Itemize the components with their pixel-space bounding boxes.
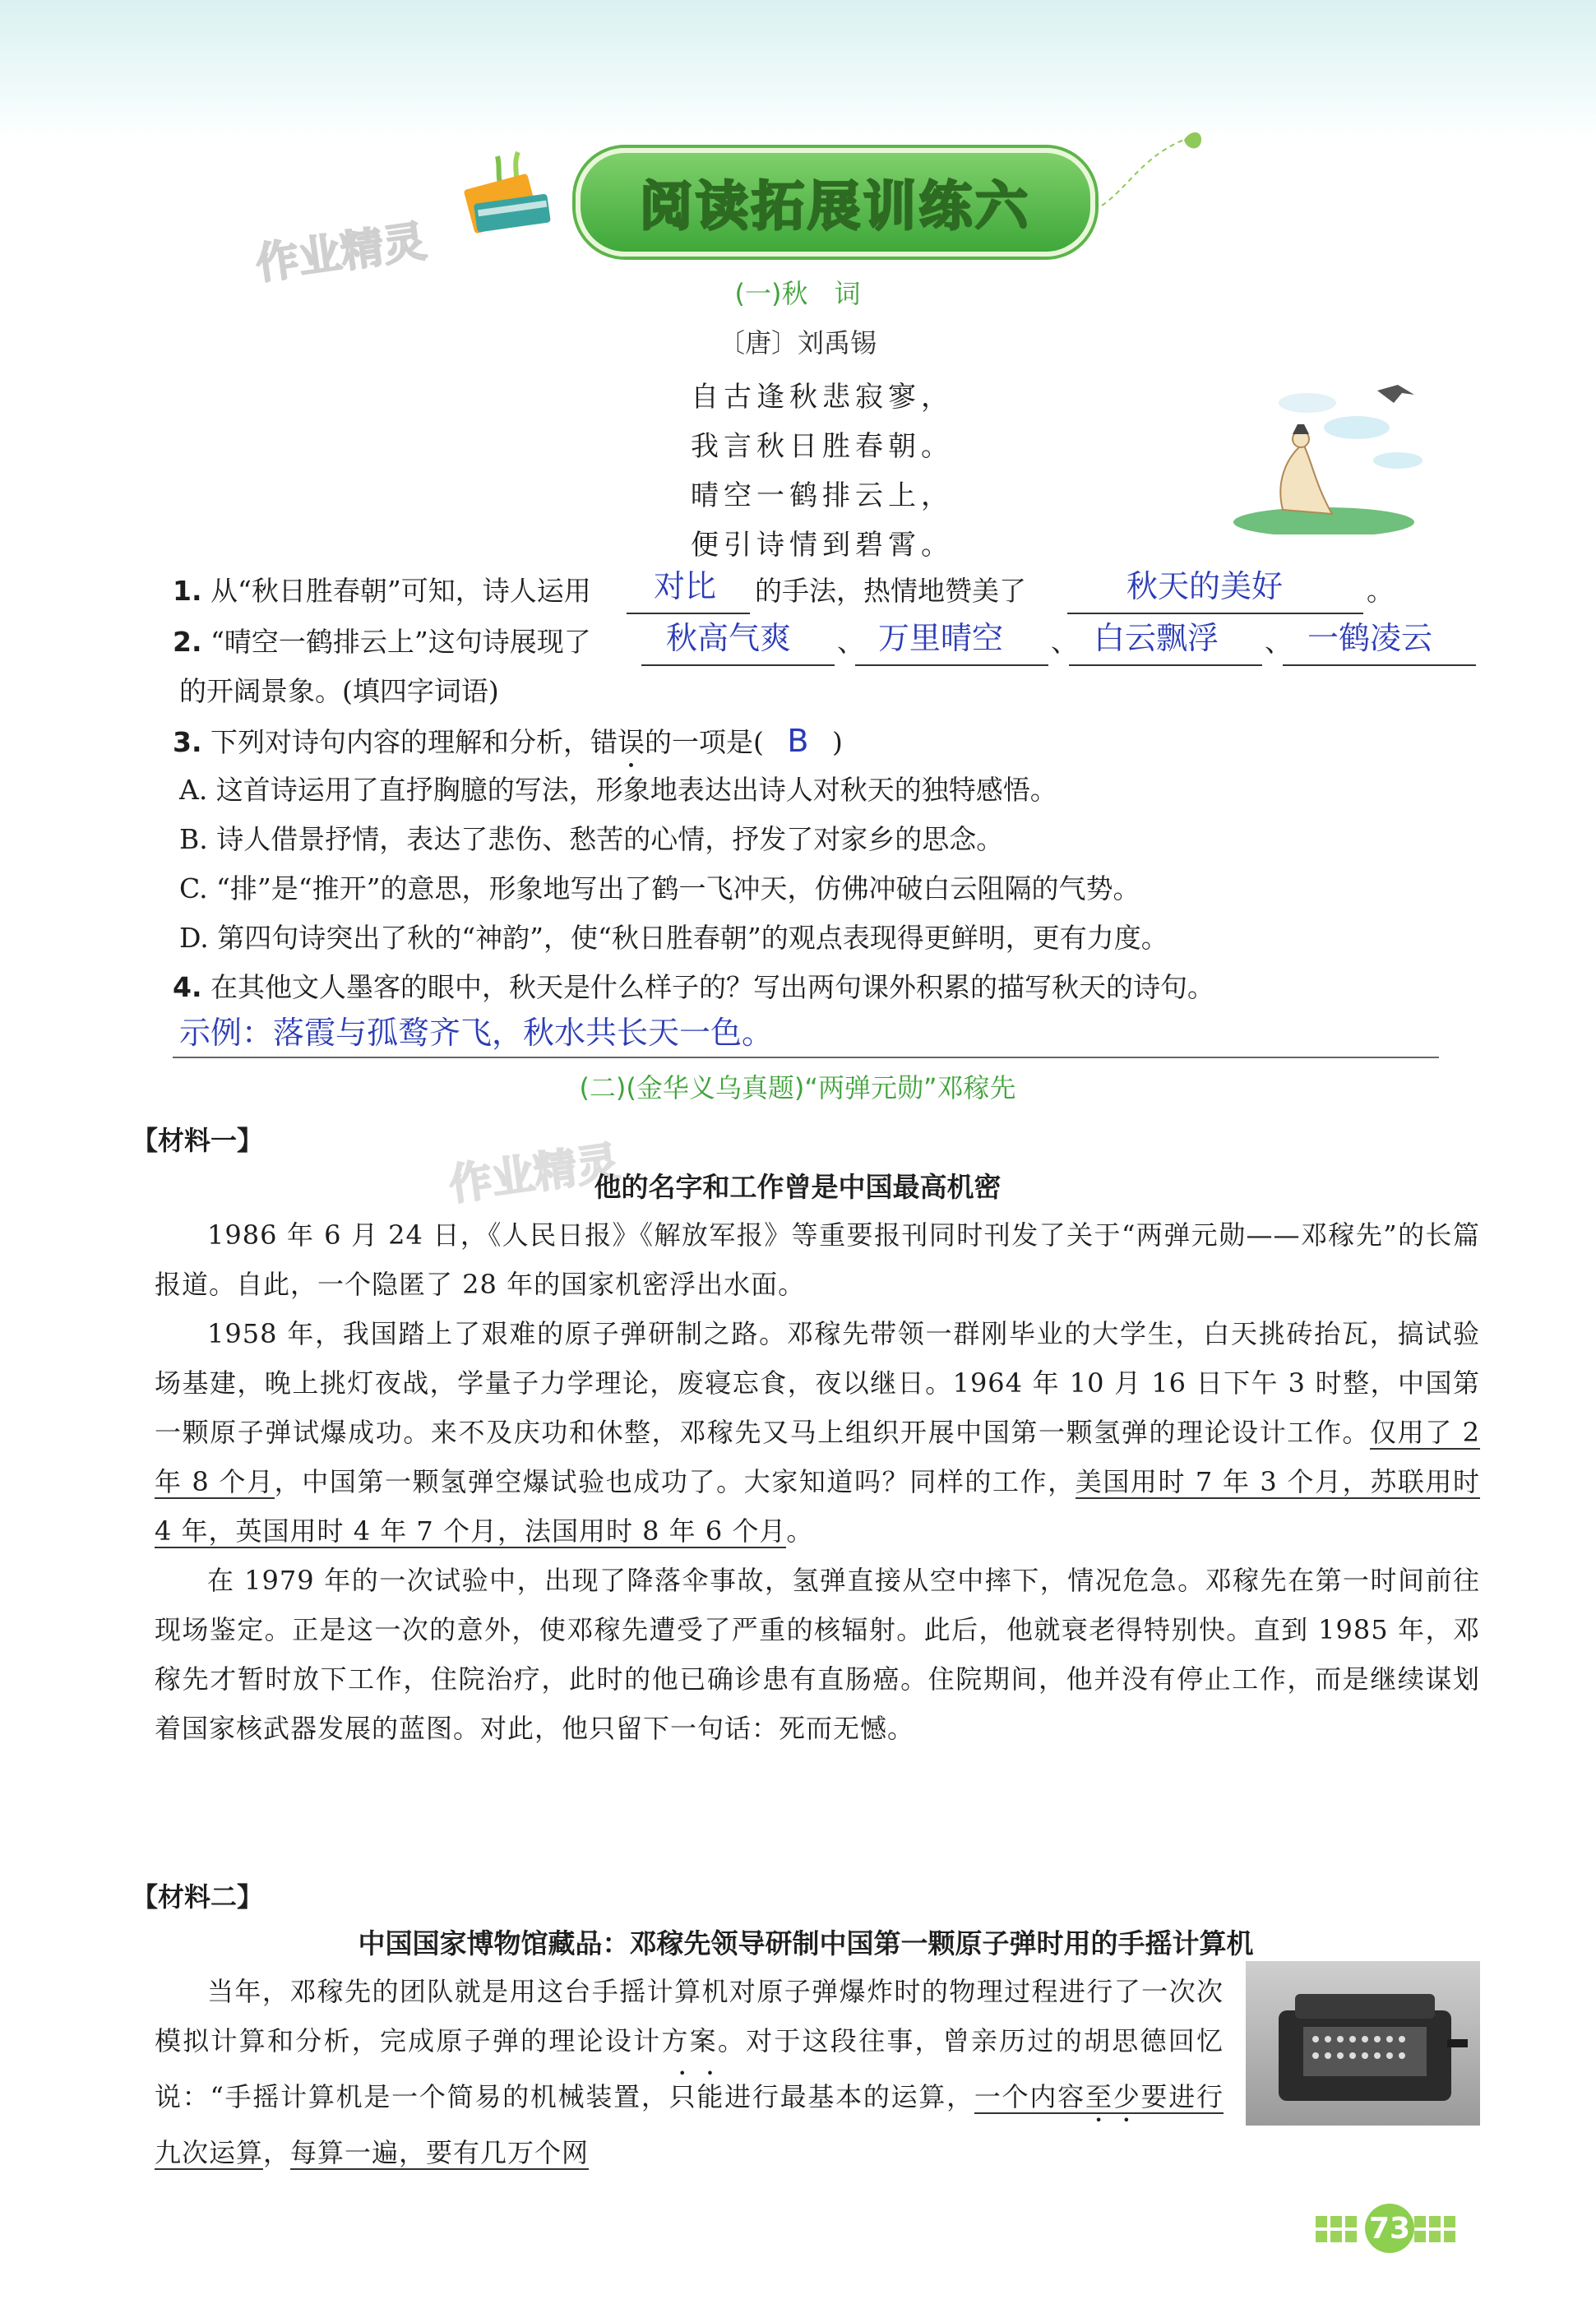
material1-body (155, 1210, 1480, 1753)
book-icon (460, 148, 559, 238)
question-1: 1. 从“秋日胜春朝”可知，诗人运用 (173, 575, 591, 607)
watermark-top: 作业精灵 (252, 216, 429, 290)
poem-line: 我言秋日胜春朝。 (691, 430, 954, 463)
q2-sep: 、 (1051, 626, 1078, 658)
calculator-photo (1246, 1961, 1480, 2126)
q3-option-d: D. 第四句诗突出了秋的“神韵”，使“秋日胜春朝”的观点表现得更鲜明，更有力度。 (179, 922, 1168, 954)
section-divider (173, 1057, 1439, 1058)
q3-answer: B (787, 723, 809, 759)
q2-blank-4[interactable] (1283, 664, 1476, 666)
q2-text-b: 的开阔景象。(填四字词语) (179, 675, 499, 707)
q2-answer-1: 秋高气爽 (666, 620, 792, 656)
question-4: 4. 在其他文人墨客的眼中，秋天是什么样子的？写出两句课外积累的描写秋天的诗句。 (173, 971, 1214, 1003)
page-title: 阅读拓展训练六 (640, 177, 1031, 238)
q3-option-b: B. 诗人借景抒情，表达了悲伤、愁苦的心情，抒发了对家乡的思念。 (179, 823, 1004, 855)
material2-label: 【材料二】 (132, 1881, 264, 1913)
q1-answer-1: 对比 (654, 568, 717, 604)
poem-line: 便引诗情到碧霄。 (691, 529, 954, 562)
q1-text-c: 。 (1367, 575, 1394, 607)
q2-sep: 、 (837, 626, 864, 658)
q1-answer-2: 秋天的美好 (1126, 568, 1284, 604)
q2-sep: 、 (1265, 626, 1292, 658)
question-3: 3. 下列对诗句内容的理解和分析，错误的一项是( B ) (173, 723, 843, 759)
q2-answer-3: 白云飘浮 (1094, 620, 1219, 656)
q1-text-b: 的手法，热情地赞美了 (755, 575, 1026, 607)
paragraph: 1986 年 6 月 24 日，《人民日报》《解放军报》等重要报刊同时刊发了关于“两弹元勋——邓稼先”的长篇报道。自此，一个隐匿了 28 年的国家机密浮出水面。 (155, 1219, 1480, 1300)
question-2: 2. “晴空一鹤排云上”这句诗展现了 (173, 626, 591, 658)
paragraph: 在 1979 年的一次试验中，出现了降落伞事故，氢弹直接从空中摔下，情况危急。邓稼先在第一时间前往现场鉴定。正是这一次的意外，使邓稼先遭受了严重的核辐射。此后，他就衰老得特别快。直到 1985 年，邓稼先才暂时放下工作，住院治疗，此时的他已确诊患有直肠癌。住院期间，他并没有停止工作，而是继续谋划着国家核武器发展的蓝图。对此，他只留下一句话：死而无憾。 (155, 1565, 1480, 1744)
leaf-icon (1094, 123, 1209, 214)
material2-body (155, 1967, 1224, 2177)
q3-option-a: A. 这首诗运用了直抒胸臆的写法，形象地表达出诗人对秋天的独特感悟。 (179, 774, 1057, 806)
material2-title: 中国国家博物馆藏品：邓稼先领导研制中国第一颗原子弹时用的手摇计算机 (358, 1927, 1254, 1959)
q2-blank-1[interactable] (641, 664, 835, 666)
poem (691, 374, 1036, 571)
q4-answer: 示例：落霞与孤鹜齐飞，秋水共长天一色。 (179, 1015, 774, 1051)
header-background (0, 0, 1596, 140)
paragraph: 1958 年，我国踏上了艰难的原子弹研制之路。邓稼先带领一群刚毕业的大学生，白天挑砖抬瓦，搞试验场基建，晚上挑灯夜战，学量子力学理论，废寝忘食，夜以继日。1964 年 10 月 16 日下午 3 时整，中国第一颗原子弹试爆成功。来不及庆功和休整，邓稼先又马上组织开展中国第一颗氢弹的理论设计工作。仅用了 2 年 8 个月，中国第一颗氢弹空爆试验也成功了。大家知道吗？同样的工作，美国用时 7 年 3 个月，苏联用时 4 年，英国用时 4 年 7 个月，法国用时 8 年 6 个月。 (155, 1318, 1480, 1547)
q3-option-c: C. “排”是“推开”的意思，形象地写出了鹤一飞冲天，仿佛冲破白云阻隔的气势。 (179, 872, 1140, 904)
poem-author: 〔唐〕刘禹锡 (718, 327, 877, 359)
q2-answer-2: 万里晴空 (878, 620, 1004, 656)
poem-illustration (1233, 370, 1431, 534)
q2-blank-3[interactable] (1069, 664, 1262, 666)
section2-title: (二)(金华义乌真题)“两弹元勋”邓稼先 (579, 1072, 1016, 1103)
section1-title: (一)秋 词 (734, 278, 861, 309)
material1-label: 【材料一】 (132, 1125, 264, 1156)
q2-blank-2[interactable] (855, 664, 1048, 666)
q2-answer-4: 一鹤凌云 (1307, 620, 1433, 656)
page-number: 73 (1365, 2204, 1414, 2253)
watermark-middle: 作业精灵 (446, 1137, 622, 1211)
paragraph: 当年，邓稼先的团队就是用这台手摇计算机对原子弹爆炸时的物理过程进行了一次次模拟计算和分析，完成原子弹的理论设计方案。对于这段往事，曾亲历过的胡思德回忆说：“手摇计算机是一个简易的机械装置，只能进行最基本的运算，一个内容至少要进行九次运算，每算一遍，要有几万个网 (155, 1976, 1224, 2168)
poem-line: 晴空一鹤排云上， (691, 479, 954, 512)
material1-title: 他的名字和工作曾是中国最高机密 (594, 1171, 1002, 1203)
page-title-banner (576, 148, 1095, 257)
poem-line: 自古逢秋悲寂寥， (691, 381, 954, 414)
